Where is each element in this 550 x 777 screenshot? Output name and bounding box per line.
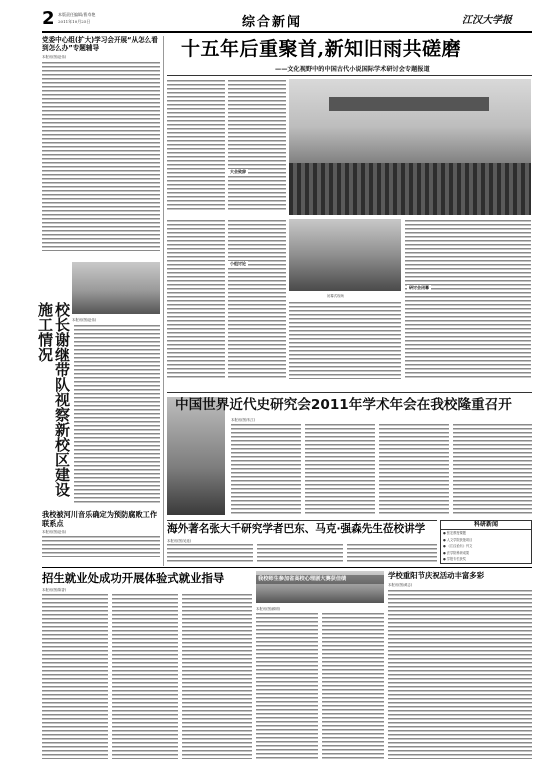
bottom-band-rule bbox=[42, 567, 532, 568]
main-col4-lower bbox=[405, 219, 531, 379]
column-rule bbox=[163, 36, 164, 566]
left-vertical-byline: 本报讯(图/赵伟) bbox=[72, 318, 97, 322]
lecture-headline: 海外著名张大千研究学者巴东、马克·强森先生莅校讲学 bbox=[167, 523, 426, 535]
section-title: 综合新闻 bbox=[242, 15, 303, 30]
bottom-left-col1 bbox=[42, 593, 108, 759]
bottom-right-story bbox=[388, 571, 532, 761]
bottom-right-headline: 学校重阳节庆祝活动丰富多彩 bbox=[388, 571, 485, 580]
brief-item-1: ● 张宏教授课题 bbox=[443, 531, 466, 535]
paper-logo: 江汉大学报 bbox=[462, 15, 512, 26]
mid-col2 bbox=[305, 423, 375, 515]
lecture-byline: 本报讯(图/吴延) bbox=[167, 539, 192, 543]
lecture-story bbox=[167, 520, 437, 564]
left-vertical-body bbox=[74, 324, 160, 504]
mid-photo bbox=[167, 397, 225, 515]
bottom-mid-byline: 本报讯(图/顾明) bbox=[256, 607, 281, 611]
news-briefs-box bbox=[440, 520, 532, 564]
issue-date: 2011年10月25日 bbox=[58, 19, 91, 24]
main-subhead-3: 研讨会闭幕 bbox=[409, 285, 429, 290]
bottom-left-col3 bbox=[182, 593, 252, 759]
main-photo-2 bbox=[289, 219, 401, 291]
brief-item-3: ● 《江汉论坛》刊文 bbox=[443, 544, 473, 548]
bottom-mid-col2 bbox=[322, 612, 384, 759]
bottom-left-byline: 本报讯(图/陈香) bbox=[42, 588, 67, 592]
left-mid-byline: 本报讯(图/赵伟) bbox=[42, 530, 67, 534]
left-top-headline: 党委中心组(扩大)学习会开展“从怎么看到怎么办”专题辅导 bbox=[42, 36, 158, 52]
mid-col4 bbox=[453, 423, 532, 515]
brief-item-5: ● 学报专栏获奖 bbox=[443, 557, 466, 561]
masthead-rule bbox=[42, 31, 532, 33]
editor-line: 本版责任编辑/曹寿艳 bbox=[58, 12, 96, 17]
lecture-col2 bbox=[257, 543, 343, 563]
photo1-banner bbox=[329, 97, 489, 111]
left-top-byline: 本报讯(图/赵伟) bbox=[42, 55, 67, 59]
left-top-story bbox=[42, 36, 160, 258]
brief-item-4: ● 法学院科研成果 bbox=[443, 550, 470, 555]
lecture-col1 bbox=[167, 543, 253, 563]
masthead bbox=[42, 10, 532, 30]
mid-story bbox=[167, 392, 532, 518]
left-mid-story bbox=[42, 510, 160, 562]
mid-col3 bbox=[379, 423, 449, 515]
main-photo-2-caption: 闭幕式现场 bbox=[327, 294, 344, 298]
main-headline: 十五年后重聚首,新知旧雨共磋磨 bbox=[181, 38, 462, 60]
inspection-photo bbox=[72, 262, 160, 314]
bottom-right-byline: 本报讯(图/黄志) bbox=[388, 583, 413, 587]
bottom-left-col2 bbox=[112, 593, 178, 759]
lecture-col3 bbox=[347, 543, 437, 563]
mid-col1 bbox=[231, 423, 301, 515]
main-col2-lower bbox=[228, 219, 286, 379]
bottom-right-col1 bbox=[388, 589, 532, 759]
main-col2-text bbox=[228, 79, 286, 211]
main-subhead-1: 大会致辞 bbox=[230, 169, 246, 174]
main-photo-1 bbox=[289, 79, 531, 215]
left-mid-headline: 我校被河川音乐确定为预防腐败工作联系点 bbox=[42, 510, 158, 528]
left-vertical-headline: 校长谢继带队视察新校区建设施工情况 bbox=[36, 302, 71, 497]
mid-headline: 中国世界近代史研究会2011年学术年会在我校隆重召开 bbox=[175, 397, 512, 413]
bottom-left-headline: 招生就业处成功开展体验式就业指导 bbox=[42, 571, 225, 585]
page-number: 2 bbox=[42, 8, 55, 29]
main-story bbox=[167, 35, 532, 390]
left-vertical-story bbox=[36, 262, 160, 506]
main-col1-lower bbox=[167, 219, 225, 379]
bottom-mid-story bbox=[256, 571, 384, 761]
left-top-body bbox=[42, 61, 160, 251]
main-subhead-2: 小组讨论 bbox=[230, 261, 246, 266]
bottom-mid-col1 bbox=[256, 612, 318, 759]
main-col3-lower bbox=[289, 301, 401, 379]
bottom-mid-headline: 我校师生参加省高校心理剧大赛获佳绩 bbox=[256, 575, 384, 584]
mid-byline: 本报讯(图/朱江) bbox=[231, 418, 256, 422]
main-subheadline: ——文化视野中的中国古代小说国际学术研讨会专题报道 bbox=[275, 66, 430, 73]
photo1-audience bbox=[289, 163, 531, 215]
bottom-left-story bbox=[42, 571, 252, 761]
brief-item-2: ● 人文学院获批项目 bbox=[443, 537, 473, 542]
news-briefs-title: 科研新闻 bbox=[441, 521, 531, 530]
main-headline-rule bbox=[167, 75, 532, 76]
left-mid-body bbox=[42, 535, 160, 557]
main-col1-text bbox=[167, 79, 225, 211]
